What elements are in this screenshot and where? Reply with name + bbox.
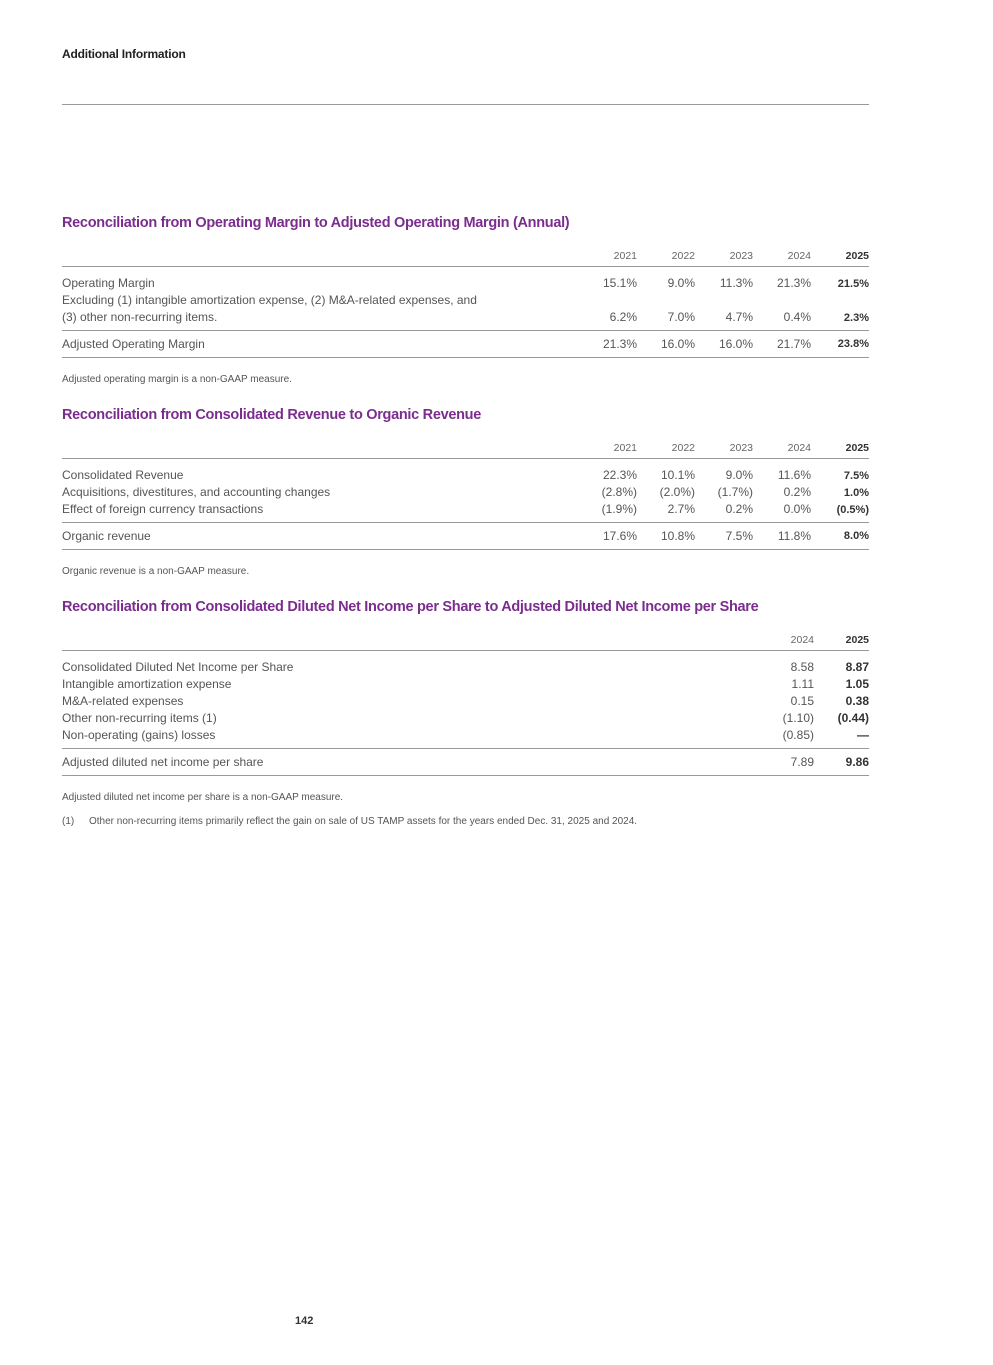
table-row: [62, 651, 869, 675]
year-header: 2021: [579, 246, 637, 267]
cell: 7.5%: [843, 470, 869, 482]
cell: 4.7%: [725, 310, 753, 324]
year-header: 2025: [811, 246, 869, 267]
row-label: Effect of foreign currency transactions: [62, 502, 264, 516]
organic-revenue-section: [62, 407, 869, 577]
table-row: [62, 708, 869, 725]
eps-table: [62, 630, 869, 776]
section-title: Reconciliation from Consolidated Revenue to Organic Revenue: [62, 407, 481, 423]
cell: (1.7%): [717, 485, 753, 499]
cell: 11.3%: [719, 276, 753, 290]
table-row: [62, 459, 869, 483]
cell: 0.15: [790, 694, 814, 708]
cell: 21.5%: [837, 278, 869, 290]
cell: 6.2%: [609, 310, 637, 324]
row-label: (3) other non-recurring items.: [62, 310, 218, 324]
cell: 11.8%: [753, 523, 811, 550]
cell: 17.6%: [579, 523, 637, 550]
total-row: [62, 331, 869, 358]
eps-section: [62, 599, 869, 803]
total-row: [62, 749, 869, 776]
cell: 1.11: [791, 677, 814, 691]
row-label: Acquisitions, divestitures, and accounting changes: [62, 485, 331, 499]
cell: 10.1%: [660, 468, 695, 482]
year-header: 2025: [814, 630, 869, 651]
cell: 21.7%: [753, 331, 811, 358]
row-label: M&A-related expenses: [62, 694, 184, 708]
table-row: [62, 725, 869, 749]
cell: 9.0%: [725, 468, 753, 482]
organic-revenue-table: [62, 438, 869, 550]
table-row: [62, 691, 869, 708]
table-row: [62, 674, 869, 691]
row-label: Non-operating (gains) losses: [62, 728, 216, 742]
cell: 0.2%: [783, 485, 811, 499]
year-header: 2022: [637, 438, 695, 459]
cell: 7.5%: [695, 523, 753, 550]
cell: 8.0%: [811, 523, 869, 550]
year-header: 2023: [695, 438, 753, 459]
cell: 8.87: [845, 660, 869, 674]
header-label: Additional Information: [62, 47, 186, 61]
section-title: Reconciliation from Operating Margin to Adjusted Operating Margin (Annual): [62, 215, 570, 231]
header-divider: [62, 104, 869, 105]
cell: 1.0%: [843, 487, 869, 499]
table-row: [62, 307, 869, 331]
year-header: 2021: [579, 438, 637, 459]
cell: 1.05: [845, 677, 869, 691]
year-header: 2023: [695, 246, 753, 267]
cell: (0.44): [837, 711, 869, 725]
total-row: [62, 523, 869, 550]
section-note: Adjusted diluted net income per share is a non-GAAP measure.: [62, 792, 344, 803]
cell: 23.8%: [811, 331, 869, 358]
cell: 21.3%: [776, 276, 811, 290]
cell: 15.1%: [602, 276, 637, 290]
cell: 2.3%: [843, 312, 869, 324]
row-label: Organic revenue: [62, 523, 579, 550]
table-header-row: [62, 630, 869, 651]
row-label: Excluding (1) intangible amortization expense, (2) M&A-related expenses, and: [62, 293, 477, 307]
page-number: 142: [295, 1315, 314, 1327]
table-row: [62, 499, 869, 523]
cell: 9.0%: [667, 276, 695, 290]
cell: 22.3%: [602, 468, 637, 482]
cell: 21.3%: [579, 331, 637, 358]
cell: 7.0%: [667, 310, 695, 324]
table-row: [62, 290, 869, 307]
section-title: Reconciliation from Consolidated Diluted Net Income per Share to Adjusted Diluted Net Income per Share: [62, 599, 759, 615]
cell: (1.10): [782, 711, 814, 725]
row-label: Intangible amortization expense: [62, 677, 232, 691]
cell: 7.89: [754, 749, 814, 776]
section-note: Adjusted operating margin is a non-GAAP measure.: [62, 374, 292, 385]
cell: 11.6%: [777, 468, 811, 482]
year-header: 2025: [811, 438, 869, 459]
cell: (1.9%): [601, 502, 637, 516]
row-label: Adjusted diluted net income per share: [62, 749, 754, 776]
year-header: 2024: [753, 246, 811, 267]
footnote-marker: (1): [62, 816, 75, 827]
year-header: 2022: [637, 246, 695, 267]
cell: —: [857, 728, 869, 742]
section-note: Organic revenue is a non-GAAP measure.: [62, 566, 250, 577]
row-label: Operating Margin: [62, 276, 155, 290]
row-label: Consolidated Diluted Net Income per Share: [62, 660, 294, 674]
cell: 16.0%: [637, 331, 695, 358]
footnote: [62, 816, 637, 827]
cell: 0.38: [845, 694, 869, 708]
cell: 0.4%: [783, 310, 811, 324]
operating-margin-section: [62, 215, 869, 385]
cell: (2.8%): [601, 485, 637, 499]
cell: 8.58: [790, 660, 814, 674]
cell: 2.7%: [667, 502, 695, 516]
year-header: 2024: [753, 438, 811, 459]
cell: (2.0%): [659, 485, 695, 499]
table-row: [62, 267, 869, 291]
cell: 16.0%: [695, 331, 753, 358]
cell: 9.86: [814, 749, 869, 776]
row-label: Other non-recurring items (1): [62, 711, 217, 725]
year-header: 2024: [754, 630, 814, 651]
cell: 0.2%: [725, 502, 753, 516]
footnote-text: Other non-recurring items primarily reflect the gain on sale of US TAMP assets for the years ended Dec. 31, 2025 and 2024.: [89, 816, 638, 827]
row-label: Consolidated Revenue: [62, 468, 184, 482]
row-label: Adjusted Operating Margin: [62, 331, 579, 358]
table-row: [62, 482, 869, 499]
table-header-row: [62, 438, 869, 459]
cell: 0.0%: [783, 502, 811, 516]
table-header-row: [62, 246, 869, 267]
cell: (0.85): [782, 728, 814, 742]
cell: (0.5%): [836, 504, 869, 516]
operating-margin-table: [62, 246, 869, 358]
cell: 10.8%: [637, 523, 695, 550]
